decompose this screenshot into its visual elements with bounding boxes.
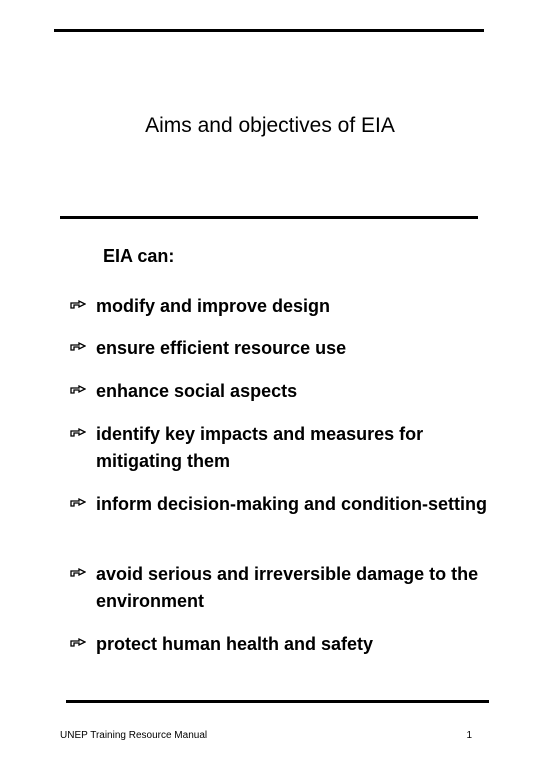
page-number: 1 <box>466 730 472 741</box>
pointing-hand-icon <box>70 633 86 653</box>
list-item: enhance social aspects <box>70 378 490 405</box>
intro-text: EIA can: <box>103 246 175 266</box>
list-item: ensure efficient resource use <box>70 335 490 362</box>
pointing-hand-icon <box>70 563 86 583</box>
list-item: modify and improve design <box>70 293 490 320</box>
list-item: inform decision-making and condition-setting <box>70 491 490 518</box>
footer-rule <box>66 700 489 703</box>
footer-source: UNEP Training Resource Manual <box>60 730 208 741</box>
page-title: Aims and objectives of EIA <box>145 114 395 137</box>
top-rule <box>54 29 484 32</box>
list-item: identify key impacts and measures for mitigating them <box>70 421 490 475</box>
list-item: avoid serious and irreversible damage to the environment <box>70 561 490 615</box>
pointing-hand-icon <box>70 493 86 513</box>
pointing-hand-icon <box>70 380 86 400</box>
list-item: protect human health and safety <box>70 631 490 658</box>
pointing-hand-icon <box>70 295 86 315</box>
pointing-hand-icon <box>70 337 86 357</box>
title-divider <box>60 216 478 219</box>
pointing-hand-icon <box>70 423 86 443</box>
